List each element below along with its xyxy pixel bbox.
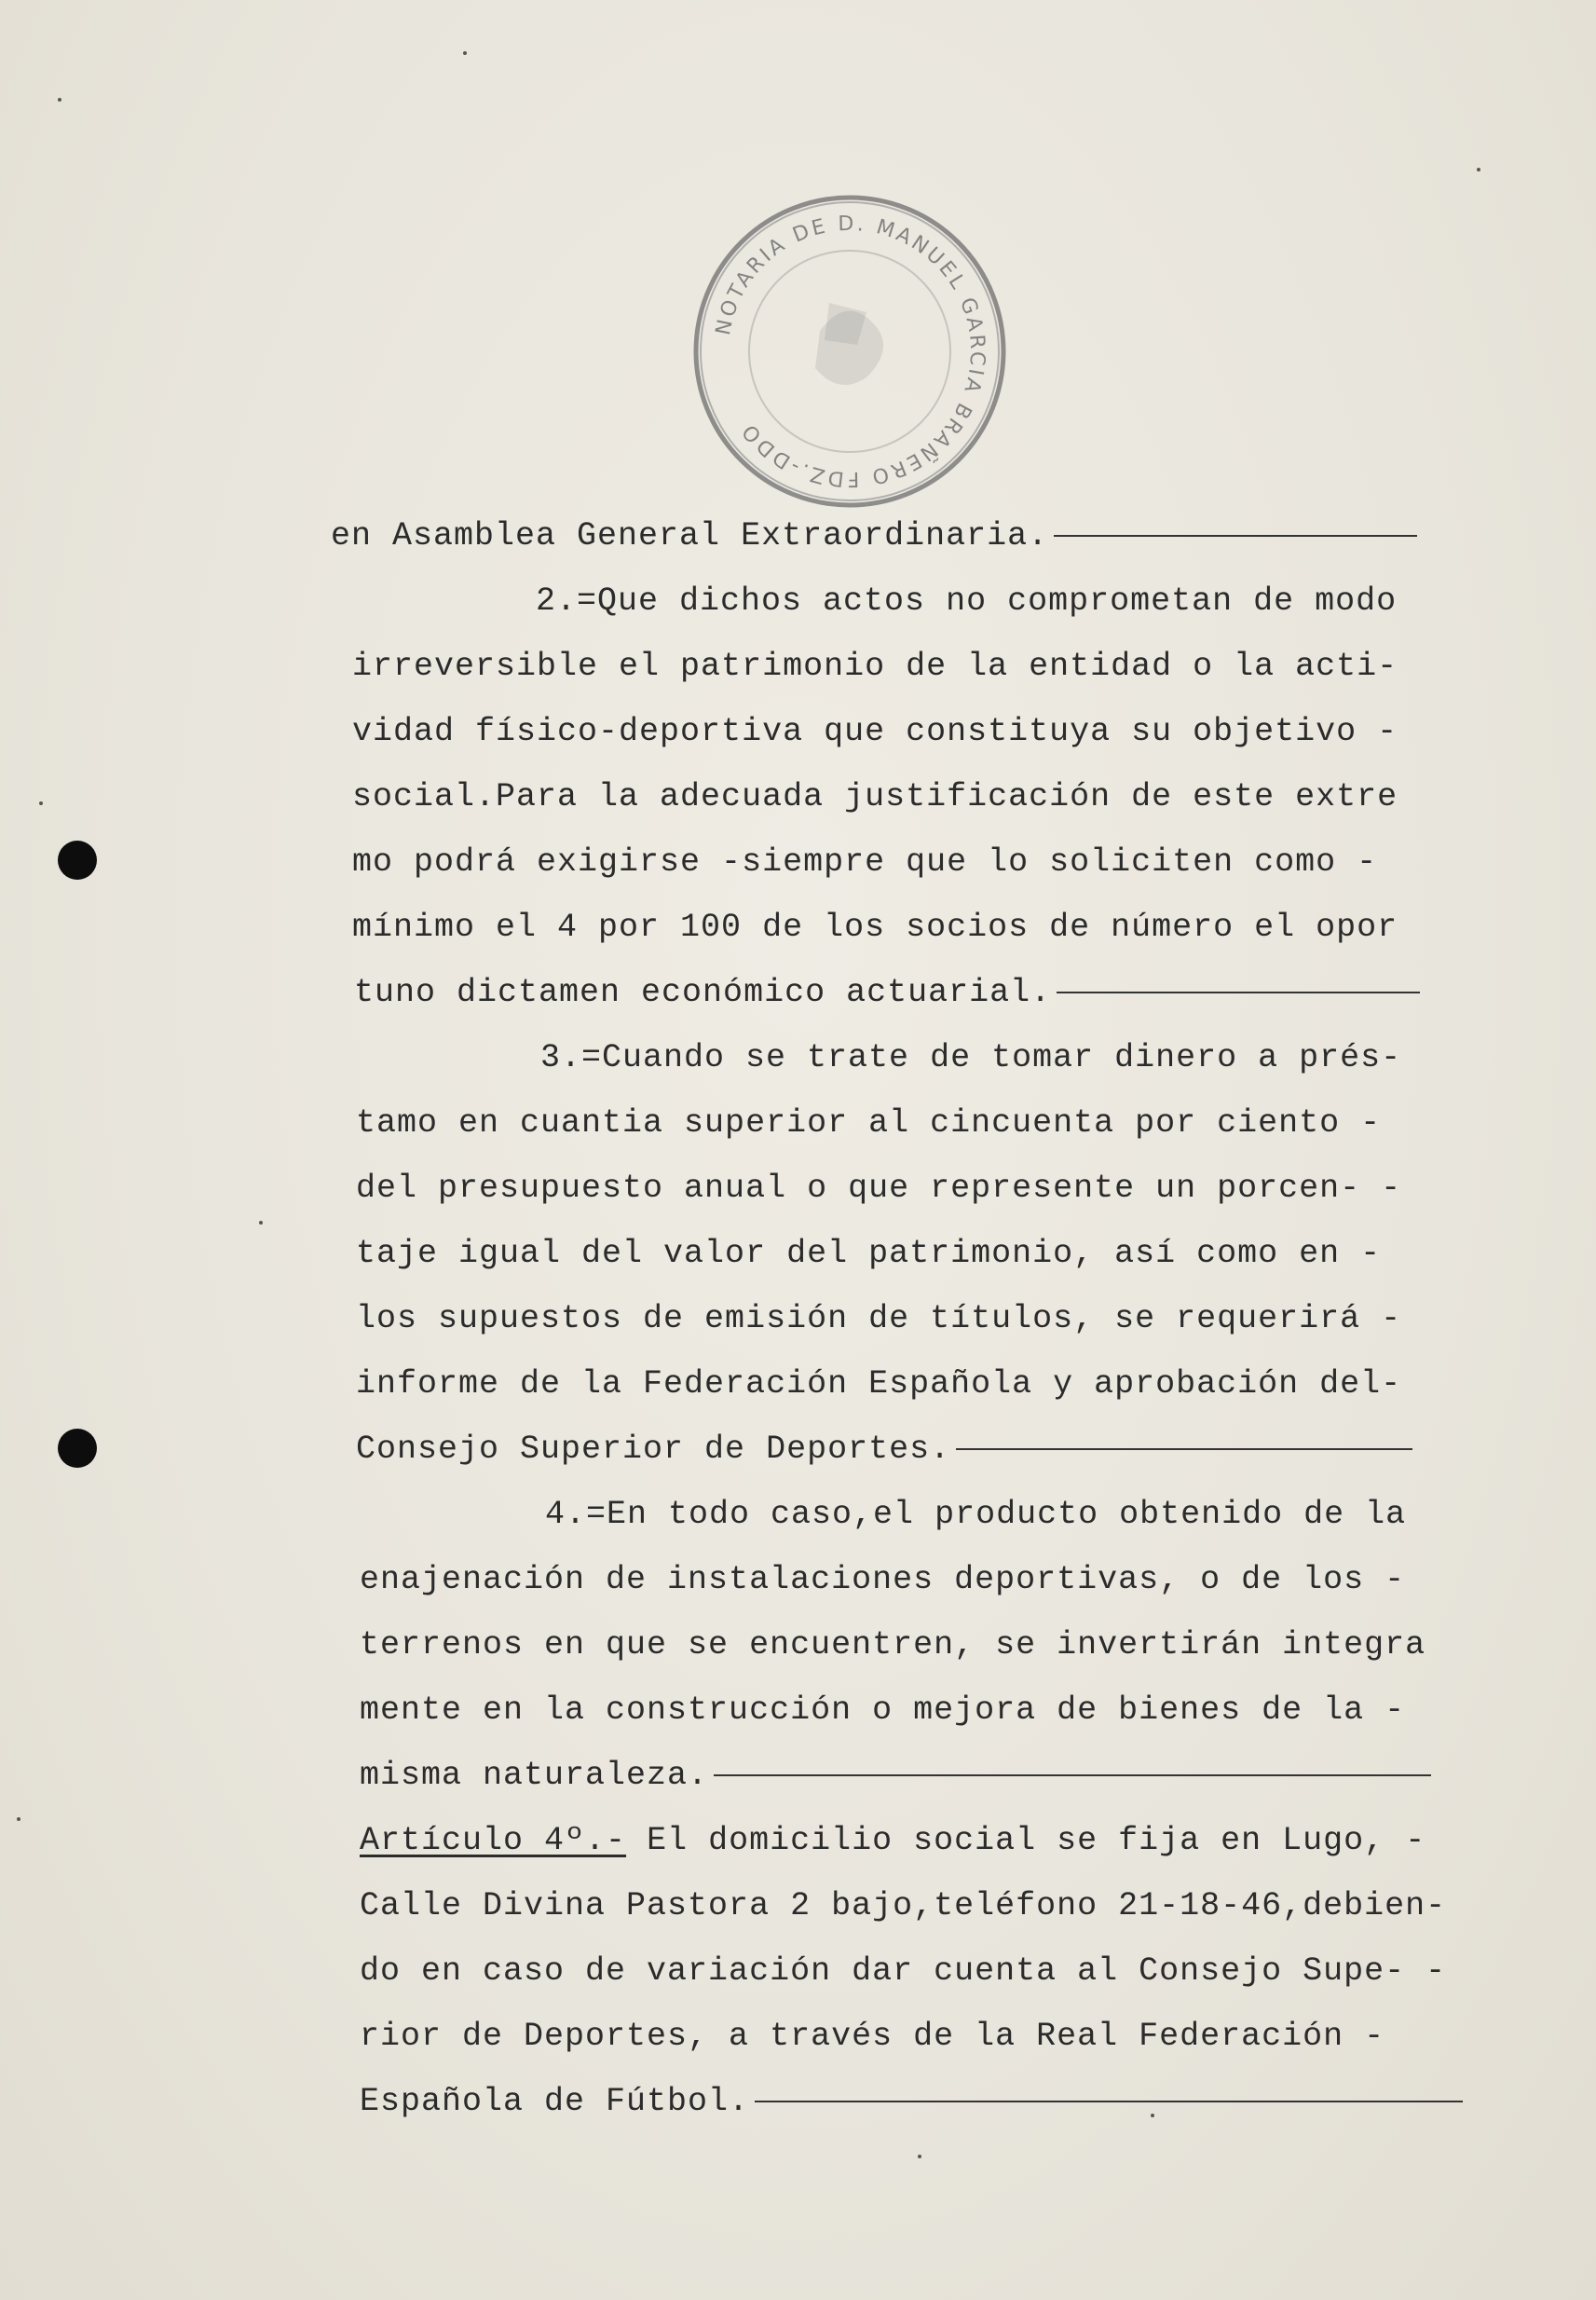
- text-line-13: los supuestos de emisión de títulos, se requerirá -: [356, 1300, 1402, 1337]
- text-line-2: 2.=Que dichos actos no comprometan de modo: [536, 582, 1398, 620]
- speck: [259, 1221, 263, 1225]
- speck: [918, 2155, 921, 2158]
- article-heading: Artículo 4º.-: [360, 1822, 627, 1859]
- text-line-9: 3.=Cuando se trate de tomar dinero a prés-: [540, 1039, 1402, 1076]
- speck: [1151, 2114, 1154, 2117]
- text-line-23: do en caso de variación dar cuenta al Consejo Supe- -: [360, 1952, 1447, 1990]
- notary-seal-stamp: [689, 191, 1011, 513]
- text-line-19: mente en la construcción o mejora de bienes de la -: [360, 1691, 1406, 1729]
- text-line-3: irreversible el patrimonio de la entidad o la acti-: [352, 648, 1398, 685]
- speck: [1477, 168, 1480, 171]
- text-line-11: del presupuesto anual o que represente un porcen- -: [356, 1170, 1402, 1207]
- text-line-20: misma naturaleza.: [360, 1757, 1431, 1794]
- speck: [463, 51, 467, 55]
- text-line-12: taje igual del valor del patrimonio, así como en -: [356, 1235, 1382, 1272]
- stamp-text: NOTARIA DE D. MANUEL GARCIA BRAÑERO FDZ.-DDO: [712, 212, 989, 491]
- speck: [39, 801, 43, 805]
- text-line-25: Española de Fútbol.: [360, 2083, 1463, 2120]
- text-line-7: mínimo el 4 por 100 de los socios de número el opor: [352, 909, 1398, 946]
- speck: [58, 98, 61, 102]
- text-line-18: terrenos en que se encuentren, se invertirán integra: [360, 1626, 1426, 1663]
- punch-hole-top: [58, 841, 97, 880]
- text-line-5: social.Para la adecuada justificación de este extre: [352, 778, 1398, 815]
- text-line-1: en Asamblea General Extraordinaria.: [331, 517, 1417, 554]
- text-line-8: tuno dictamen económico actuarial.: [354, 974, 1420, 1011]
- text-line-24: rior de Deportes, a través de la Real Federación -: [360, 2018, 1385, 2055]
- punch-hole-bottom: [58, 1429, 97, 1468]
- text-line-17: enajenación de instalaciones deportivas, o de los -: [360, 1561, 1406, 1598]
- text-line-21: Artículo 4º.- El domicilio social se fija en Lugo, -: [360, 1822, 1426, 1859]
- text-line-10: tamo en cuantia superior al cincuenta por ciento -: [356, 1104, 1382, 1142]
- speck: [17, 1817, 20, 1821]
- text-line-16: 4.=En todo caso,el producto obtenido de la: [545, 1496, 1407, 1533]
- text-line-14: informe de la Federación Española y aprobación del-: [356, 1365, 1402, 1403]
- text-line-4: vidad físico-deportiva que constituya su objetivo -: [352, 713, 1398, 750]
- text-line-15: Consejo Superior de Deportes.: [356, 1431, 1412, 1468]
- text-line-6: mo podrá exigirse -siempre que lo soliciten como -: [352, 843, 1378, 881]
- text-line-22: Calle Divina Pastora 2 bajo,teléfono 21-18-46,debien-: [360, 1887, 1447, 1924]
